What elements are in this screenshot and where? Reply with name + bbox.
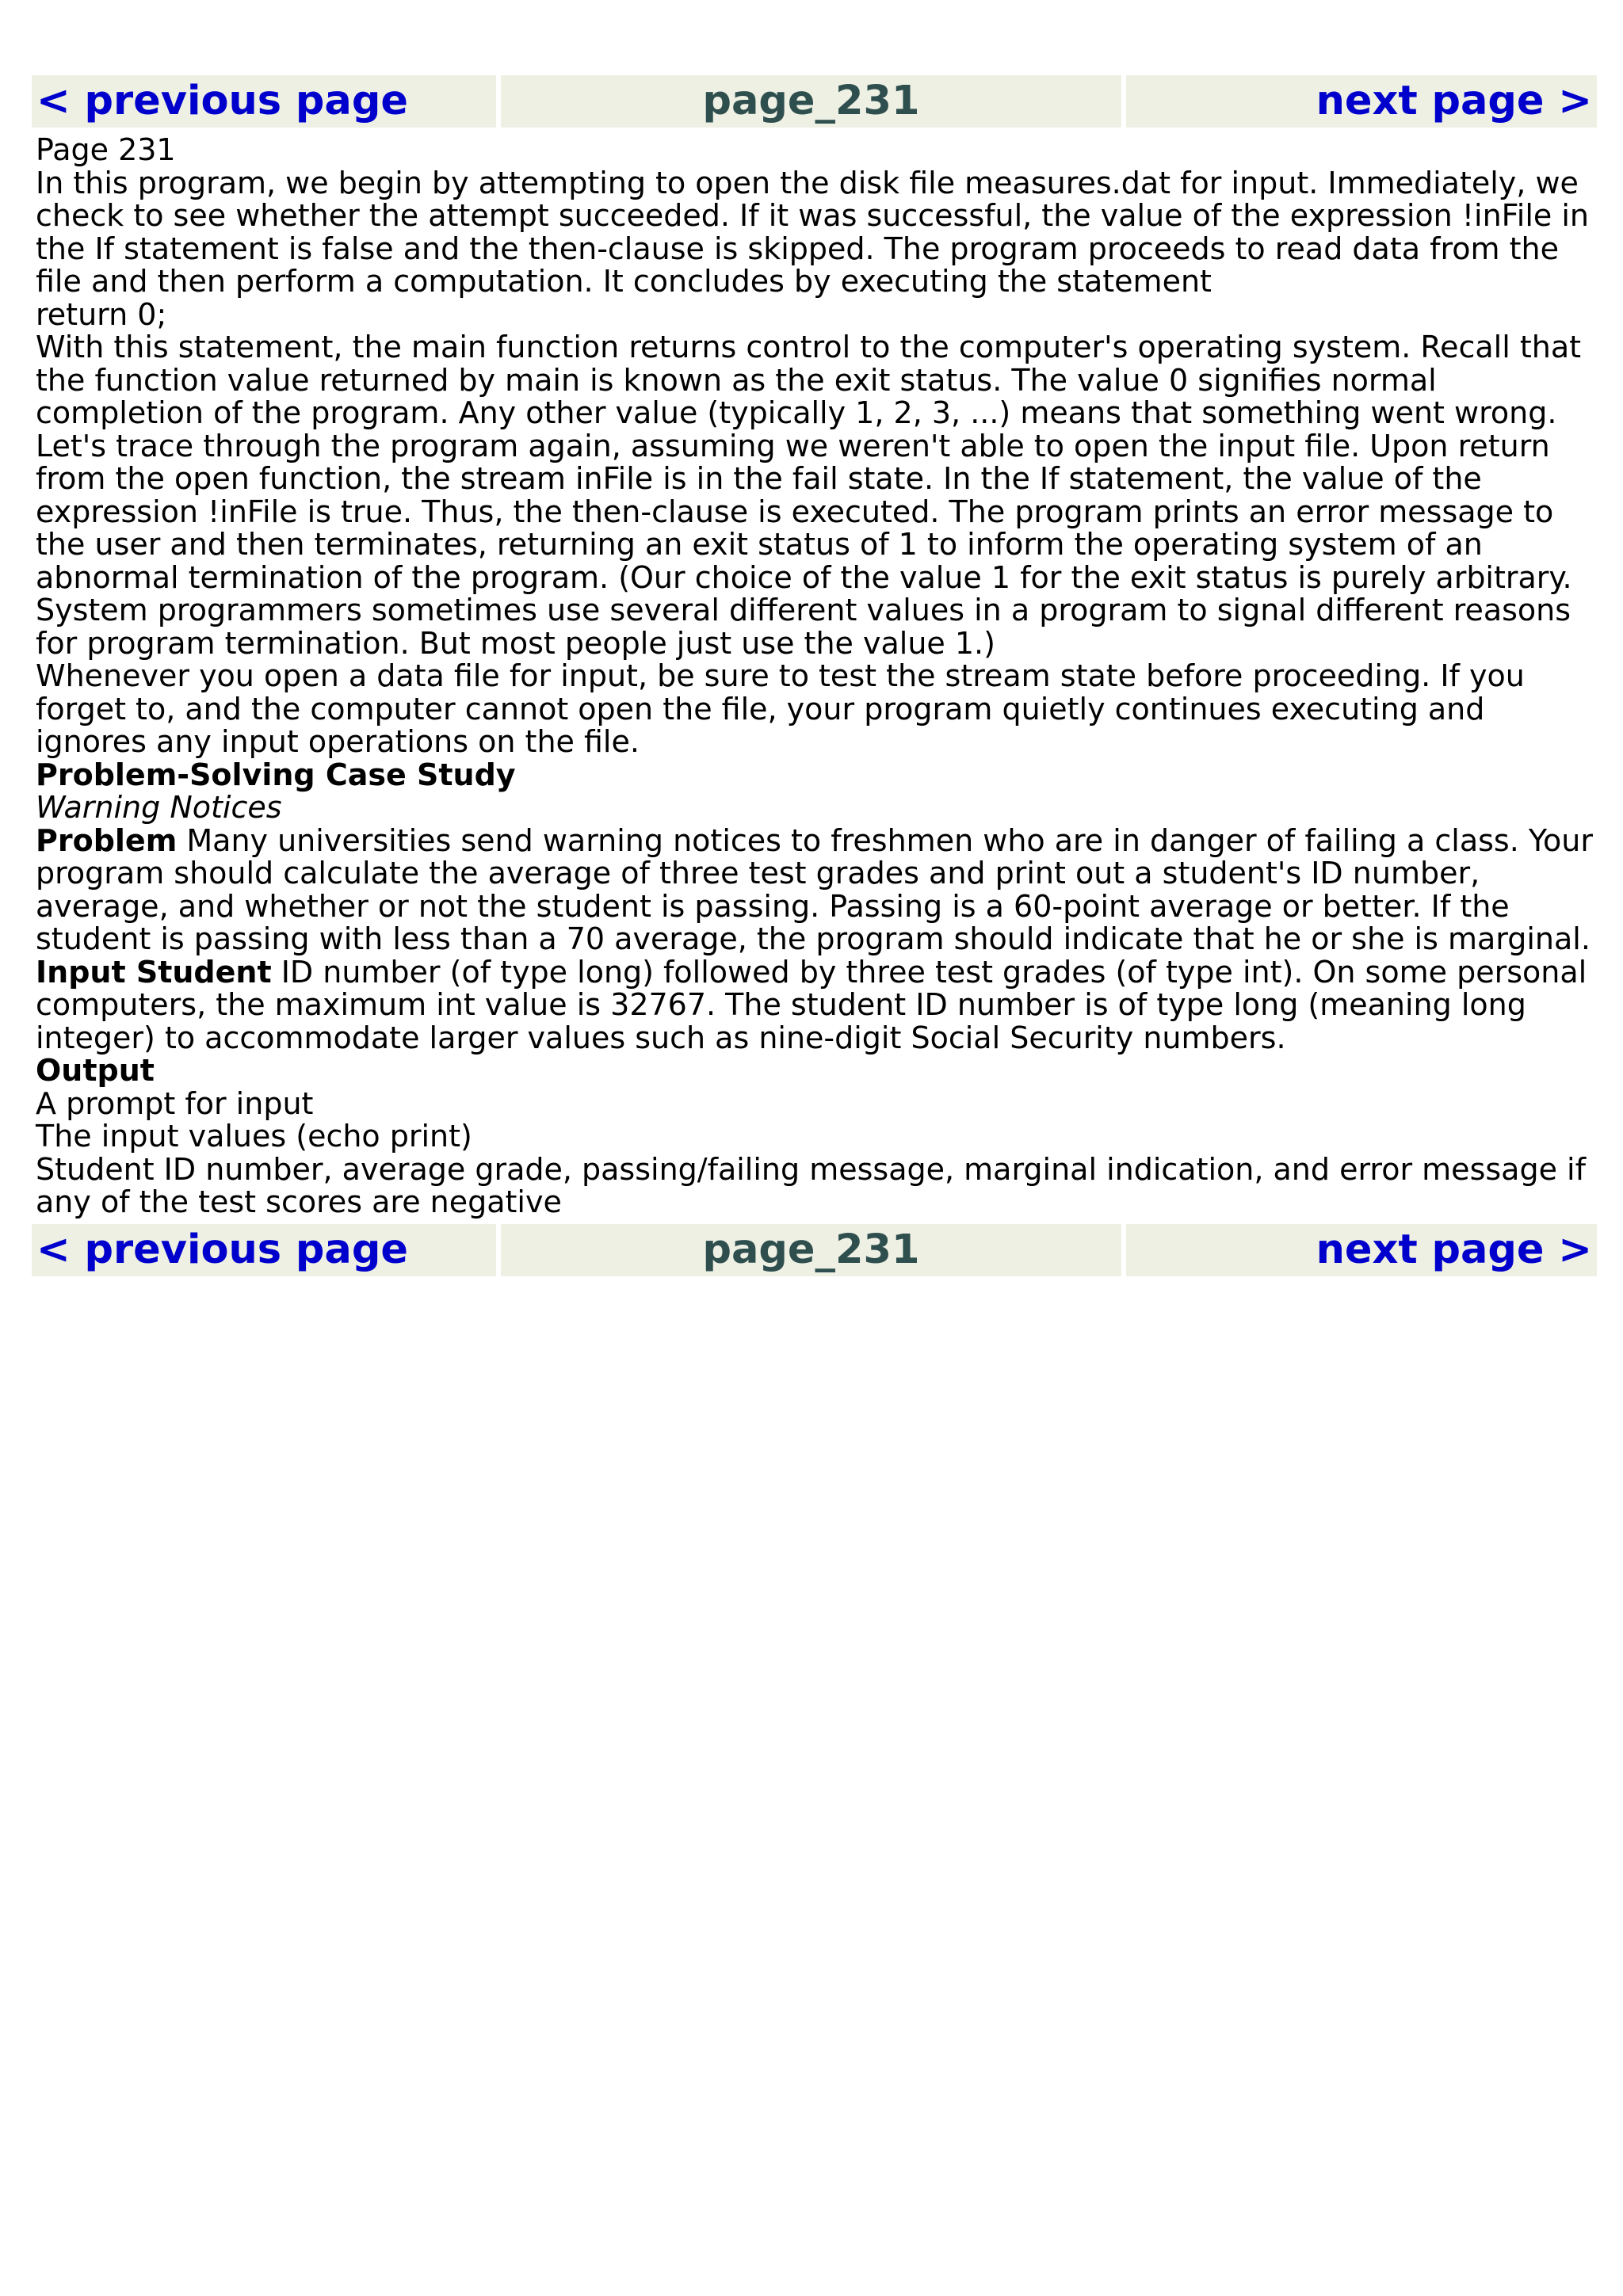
next-page-link[interactable]: next page > bbox=[1126, 1224, 1597, 1276]
problem-label: Problem bbox=[36, 822, 178, 858]
output-line-results: Student ID number, average grade, passing/failing message, marginal indication, and error message if any of the test scores are negative bbox=[36, 1151, 1586, 1219]
previous-page-link[interactable]: < previous page bbox=[32, 1224, 496, 1276]
output-line-prompt: A prompt for input bbox=[36, 1085, 314, 1121]
next-page-link[interactable]: next page > bbox=[1126, 75, 1597, 128]
input-paragraph bbox=[36, 956, 1593, 1055]
input-text: ID number (of type long) followed by three test grades (of type int). On some personal computers, the maximum int value is 32767. The student ID number is of type long (meaning long integer) to accommodate larger values such as nine-digit Social Security numbers. bbox=[36, 954, 1587, 1055]
previous-page-link[interactable]: < previous page bbox=[32, 75, 496, 128]
problem-text: Many universities send warning notices to freshmen who are in danger of failing a class. Your program should calculate the average of three test grades and print out a student's ID number, average, and whether or not the student is passing. Passing is a 60-point average or better. If the student is passing with less than a 70 average, the program should indicate that he or she is marginal. bbox=[36, 822, 1593, 956]
document-page bbox=[32, 75, 1597, 1276]
page-label: page_231 bbox=[501, 1224, 1121, 1276]
top-navigation-bar bbox=[32, 75, 1597, 128]
case-study-heading: Problem-Solving Case Study bbox=[36, 757, 516, 792]
input-label: Input Student bbox=[36, 954, 272, 990]
paragraph-exit-status: With this statement, the main function returns control to the computer's operating system. Recall that the function value returned by main is known as the exit status. The value 0 signifies normal completion of the program. Any other value (typically 1, 2, 3, ...) means that something went wrong. bbox=[36, 330, 1582, 430]
paragraph-intro: In this program, we begin by attempting to open the disk file measures.dat for input. Immediately, we check to see whether the attempt succeeded. If it was successful, the value of the expression !inFile in the If statement is false and the then-clause is skipped. The program proceeds to read data from the file and then perform a computation. It concludes by executing the statement bbox=[36, 165, 1589, 299]
page-content bbox=[32, 128, 1597, 1219]
output-heading: Output bbox=[36, 1053, 155, 1088]
output-line-echo: The input values (echo print) bbox=[36, 1119, 472, 1154]
bottom-navigation-bar bbox=[32, 1224, 1597, 1276]
paragraph-advice: Whenever you open a data file for input, be sure to test the stream state before proceeding. If you forget to, and the computer cannot open the file, your program quietly continues executing and ignores any input operations on the file. bbox=[36, 658, 1525, 759]
problem-paragraph bbox=[36, 822, 1593, 956]
code-return-statement: return 0; bbox=[36, 296, 167, 332]
case-study-subtitle: Warning Notices bbox=[36, 790, 282, 825]
paragraph-trace: Let's trace through the program again, assuming we weren't able to open the input file. Upon return from the open function, the stream inFile is in the fail state. In the If statement, the value of the expression !inFile is true. Thus, the then-clause is executed. The program prints an error message to the user and then terminates, returning an exit status of 1 to inform the operating system of an abnormal termination of the program. (Our choice of the value 1 for the exit status is purely arbitrary. System programmers sometimes use several different values in a program to signal different reasons for program termination. But most people just use the value 1.) bbox=[36, 428, 1572, 661]
page-label: page_231 bbox=[501, 75, 1121, 128]
page-number: Page 231 bbox=[36, 132, 176, 167]
